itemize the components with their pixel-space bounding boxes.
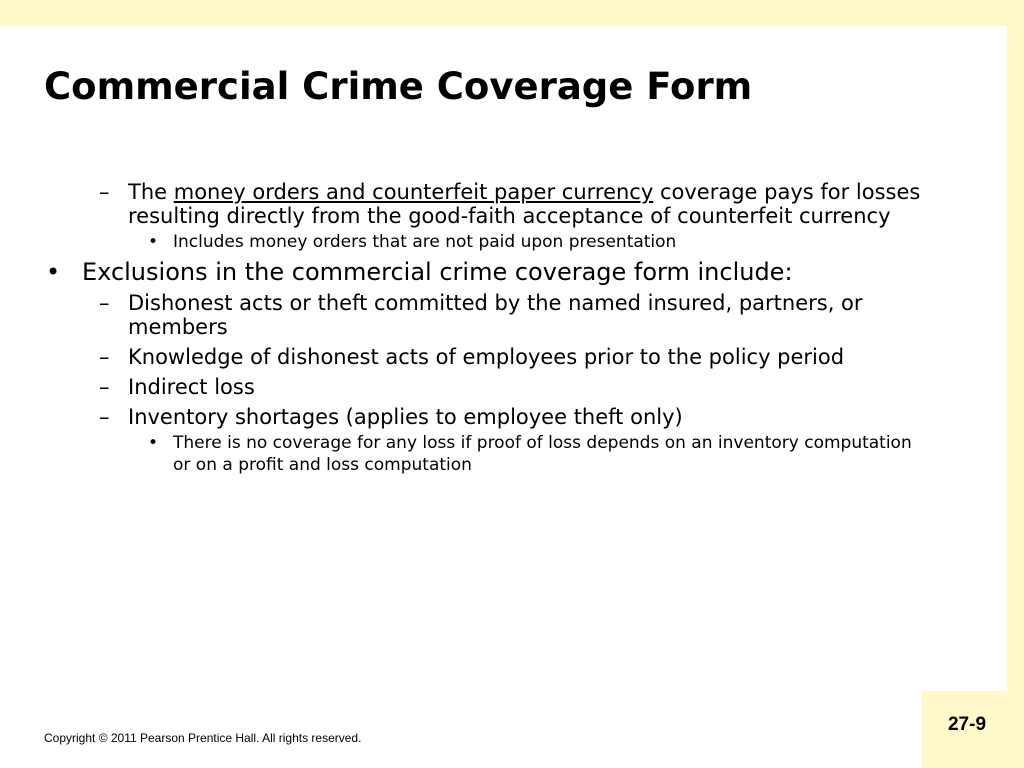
frame-right-bar [1007,0,1024,768]
exclusion-item [44,375,924,399]
dash-marker: – [99,291,110,315]
exclusion-item [44,291,924,339]
sub-bullet-money-orders [44,231,924,253]
bullet-money-orders [44,180,924,228]
page-number: 27-9 [947,714,987,735]
sub-bullet-text: Includes money orders that are not paid upon presentation [173,232,677,252]
bullet-prefix: The [128,180,174,204]
dot-marker: • [148,433,159,453]
dot-marker: • [46,258,61,286]
exclusion-item [44,405,924,429]
dash-marker: – [99,345,110,369]
slide-title: Commercial Crime Coverage Form [44,65,753,108]
exclusion-text: Knowledge of dishonest acts of employees prior to the policy period [128,345,845,369]
sub-bullet-inventory [44,432,924,476]
copyright-notice: Copyright © 2011 Pearson Prentice Hall. All rights reserved. [44,731,362,745]
bullet-exclusions [44,259,924,285]
bullet-text: Exclusions in the commercial crime coverage form include: [82,258,793,286]
bullet-suffix: coverage pays for losses resulting directly from the good-faith acceptance of counterfeit currency [128,180,921,228]
exclusion-text: Indirect loss [128,375,255,399]
dot-marker: • [148,232,159,252]
dash-marker: – [99,405,110,429]
exclusion-text: Inventory shortages (applies to employee theft only) [128,405,683,429]
dash-marker: – [99,375,110,399]
sub-bullet-text: There is no coverage for any loss if proof of loss depends on an inventory computation or on a profit and loss computation [173,433,912,475]
slide-body [44,180,924,476]
frame-top-bar [0,0,1024,26]
dash-marker: – [99,180,110,204]
exclusion-text: Dishonest acts or theft committed by the named insured, partners, or members [128,291,863,339]
coverage-name-underlined: money orders and counterfeit paper currency [173,180,654,204]
exclusion-item [44,345,924,369]
